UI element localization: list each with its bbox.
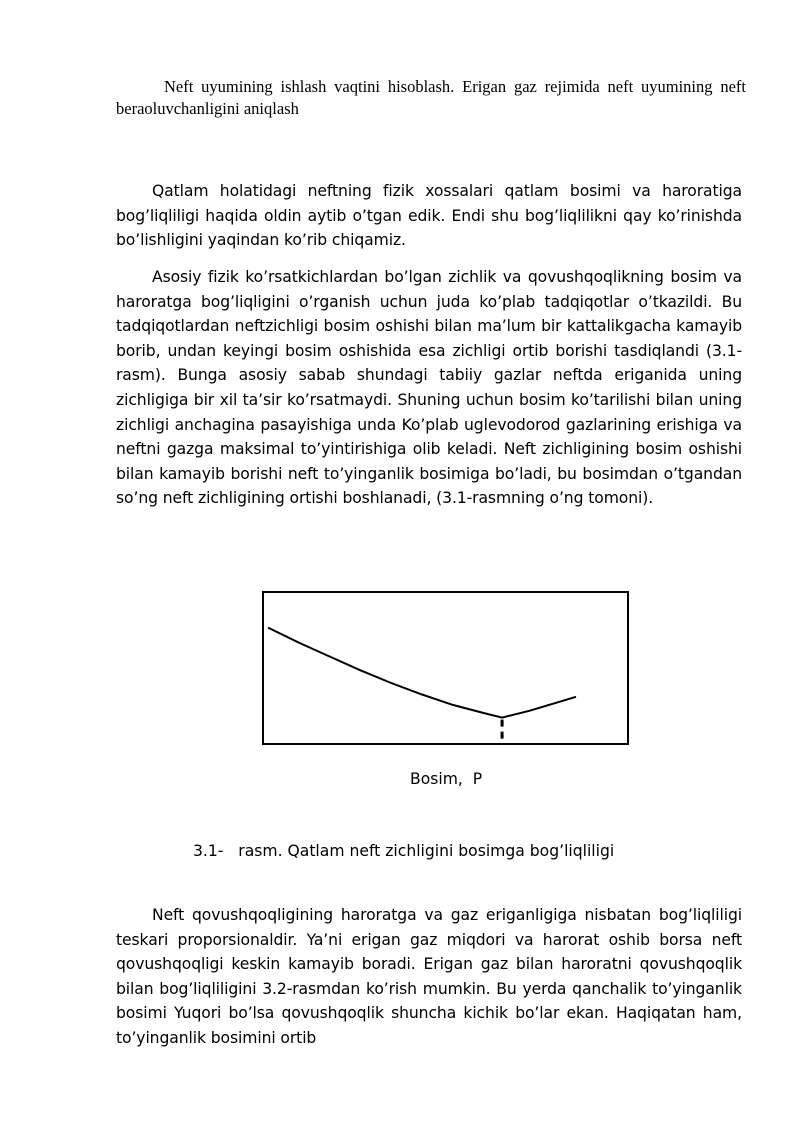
paragraph-density: Asosiy fizik ko’rsatkichlardan bo’lgan zichlik va qovushqoqlikning bosim va haroratga bog’liqligini o’rganish uchun juda ko’plab tadqiqotlar o’tkazildi. Bu tadqiqotlardan neftzichligi bosim oshishi bilan ma’lum bir kattalikgacha kamayib borib, undan keyingi bosim oshishida esa zichligi ortib borishi tasdiqlandi (3.1-rasm). Bunga asosiy sabab shundagi tabiiy gazlar neftda eriganida uning zichligiga bir xil ta’sir ko’rsatmaydi. Shuning uchun bosim ko’tarilishi bilan uning zichligi anchagina pasayishiga unda Ko’plab uglevodorod gazlarining erishiga va neftni gazga maksimal to’yintirishiga olib keladi. Neft zichligining bosim oshishi bilan kamayib borishi neft to’yinganlik bosimiga bo’ladi, bu bosimdan o’tgandan so’ng neft zichligining ortishi boshlanadi, (3.1-rasmning o’ng tomoni). bbox=[116, 268, 742, 508]
chart-canvas bbox=[264, 593, 627, 743]
paragraph-intro: Qatlam holatidagi neftning fizik xossalari qatlam bosimi va haroratiga bog’liqliligi haqida oldin aytib o’tgan edik. Endi shu bog’liqlilikni qay ko’rinishda bo’lishligini yaqindan ko’rib chiqamiz. bbox=[116, 182, 742, 250]
x-axis-label: Bosim, P bbox=[410, 770, 483, 788]
figure-caption: 3.1- rasm. Qatlam neft zichligini bosimga bog’liqliligi bbox=[193, 842, 615, 860]
document-title: Neft uyumining ishlash vaqtini hisoblash. Erigan gaz rejimida neft uyumining neft beraoluvchanligini aniqlash bbox=[116, 77, 746, 118]
paragraph-viscosity: Neft qovushqoqligining haroratga va gaz eriganligiga nisbatan bog’liqliligi teskari proporsionaldir. Ya’ni erigan gaz miqdori va harorat oshib borsa neft qovushqoqligi keskin kamayib boradi. Erigan gaz bilan haroratni qovushqoqlik bilan bog’liqliligini 3.2-rasmdan ko’rish mumkin. Bu yerda qanchalik to’yinganlik bosimi Yuqori bo’lsa qovushqoqlik shuncha kichik bo’lar ekan. Haqiqatan ham, to’yinganlik bosimini ortib bbox=[116, 906, 742, 1047]
density-pressure-chart bbox=[262, 591, 629, 745]
density-curve bbox=[268, 628, 576, 718]
